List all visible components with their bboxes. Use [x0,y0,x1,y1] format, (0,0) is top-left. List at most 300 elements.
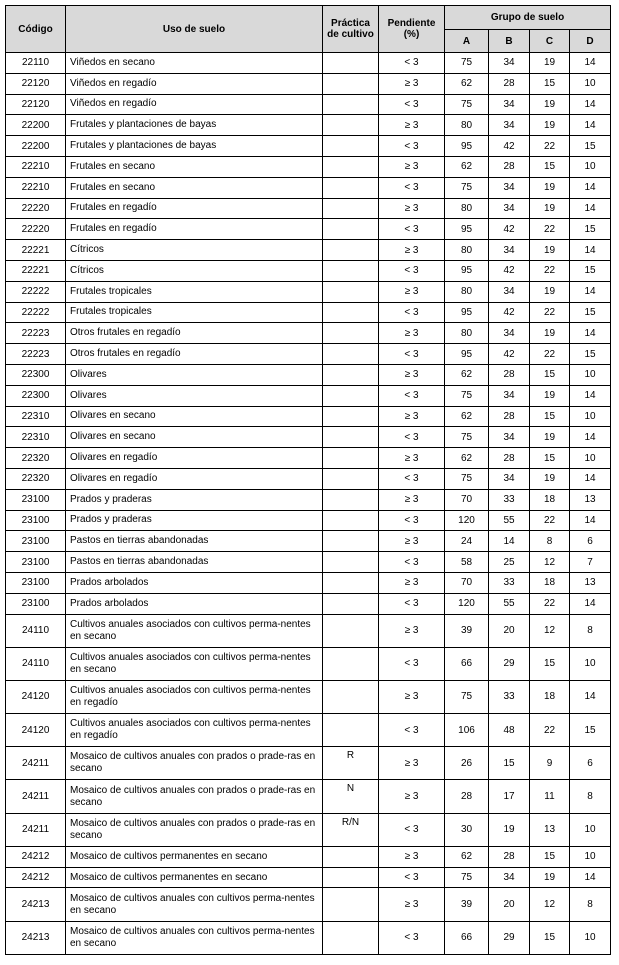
cell-pendiente: ≥ 3 [379,115,445,136]
cell-group-a: 95 [445,344,489,365]
table-row [6,302,611,323]
cell-practica [323,647,379,680]
cell-group-a: 28 [445,780,489,813]
cell-group-b: 20 [489,614,530,647]
cell-group-a: 120 [445,593,489,614]
cell-pendiente: ≥ 3 [379,198,445,219]
cell-uso: Prados y praderas [66,510,323,531]
cell-practica [323,364,379,385]
cell-pendiente: < 3 [379,813,445,846]
col-header-pendiente: Pendiente (%) [379,6,445,53]
cell-group-d: 14 [570,323,611,344]
cell-codigo: 22120 [6,94,66,115]
cell-pendiente: ≥ 3 [379,323,445,344]
cell-pendiente: < 3 [379,552,445,573]
cell-codigo: 22120 [6,73,66,94]
cell-group-a: 62 [445,156,489,177]
cell-group-d: 14 [570,115,611,136]
cell-practica: R/N [323,813,379,846]
cell-group-d: 10 [570,406,611,427]
col-header-uso: Uso de suelo [66,6,323,53]
cell-group-d: 14 [570,177,611,198]
cell-codigo: 24110 [6,614,66,647]
cell-group-d: 14 [570,680,611,713]
cell-uso: Prados arbolados [66,572,323,593]
cell-pendiente: ≥ 3 [379,406,445,427]
cell-group-a: 80 [445,240,489,261]
cell-group-c: 22 [530,593,570,614]
cell-group-d: 15 [570,219,611,240]
cell-group-d: 14 [570,510,611,531]
cell-group-c: 19 [530,867,570,888]
cell-codigo: 23100 [6,531,66,552]
cell-group-a: 75 [445,177,489,198]
cell-group-d: 15 [570,136,611,157]
cell-pendiente: < 3 [379,427,445,448]
cell-practica [323,448,379,469]
cell-group-d: 10 [570,73,611,94]
cell-group-d: 10 [570,364,611,385]
cell-group-d: 14 [570,281,611,302]
cell-group-a: 66 [445,921,489,954]
cell-codigo: 23100 [6,489,66,510]
table-row [6,813,611,846]
cell-codigo: 22222 [6,302,66,323]
cell-uso: Mosaico de cultivos anuales con prados o prade-ras en secano [66,780,323,813]
cell-group-b: 34 [489,427,530,448]
cell-uso: Frutales en secano [66,177,323,198]
cell-group-b: 42 [489,302,530,323]
table-row [6,260,611,281]
cell-group-a: 75 [445,468,489,489]
table-row [6,427,611,448]
cell-practica [323,240,379,261]
cell-pendiente: < 3 [379,385,445,406]
cell-group-c: 15 [530,846,570,867]
cell-group-a: 75 [445,680,489,713]
table-row [6,647,611,680]
col-header-grupo: Grupo de suelo [445,6,611,30]
cell-practica [323,714,379,747]
cell-group-a: 24 [445,531,489,552]
cell-practica [323,136,379,157]
cell-uso: Frutales en regadío [66,198,323,219]
cell-group-a: 70 [445,489,489,510]
cell-practica [323,115,379,136]
cell-group-c: 19 [530,281,570,302]
table-row [6,323,611,344]
cell-group-c: 15 [530,406,570,427]
table-row [6,780,611,813]
table-row [6,344,611,365]
cell-pendiente: < 3 [379,468,445,489]
cell-uso: Prados arbolados [66,593,323,614]
table-row [6,94,611,115]
cell-pendiente: ≥ 3 [379,780,445,813]
cell-group-d: 10 [570,156,611,177]
cell-codigo: 24212 [6,867,66,888]
cell-group-c: 18 [530,489,570,510]
cell-group-b: 33 [489,572,530,593]
cell-codigo: 24211 [6,747,66,780]
cell-uso: Olivares en regadío [66,448,323,469]
cell-codigo: 22300 [6,364,66,385]
cell-uso: Olivares en secano [66,427,323,448]
cell-codigo: 22222 [6,281,66,302]
cell-group-a: 75 [445,867,489,888]
cell-practica [323,385,379,406]
table-row [6,73,611,94]
cell-practica [323,302,379,323]
cell-uso: Frutales y plantaciones de bayas [66,136,323,157]
table-row [6,448,611,469]
cell-group-b: 34 [489,115,530,136]
cell-group-b: 42 [489,219,530,240]
cell-codigo: 24120 [6,714,66,747]
cell-group-d: 14 [570,53,611,74]
cell-group-d: 10 [570,448,611,469]
cell-pendiente: ≥ 3 [379,680,445,713]
cell-practica [323,867,379,888]
cell-group-a: 70 [445,572,489,593]
cell-group-c: 15 [530,647,570,680]
cell-uso: Frutales en regadío [66,219,323,240]
cell-group-b: 17 [489,780,530,813]
col-header-a: A [445,30,489,53]
cell-group-a: 26 [445,747,489,780]
cell-group-a: 95 [445,219,489,240]
cell-group-a: 39 [445,614,489,647]
cell-group-a: 80 [445,115,489,136]
cell-group-c: 11 [530,780,570,813]
cell-practica [323,531,379,552]
cell-uso: Viñedos en regadío [66,94,323,115]
cell-group-c: 22 [530,510,570,531]
cell-uso: Olivares en secano [66,406,323,427]
cell-pendiente: ≥ 3 [379,156,445,177]
cell-group-c: 19 [530,427,570,448]
cell-pendiente: ≥ 3 [379,747,445,780]
cell-pendiente: ≥ 3 [379,281,445,302]
cell-group-a: 75 [445,385,489,406]
cell-pendiente: < 3 [379,260,445,281]
cell-group-d: 15 [570,302,611,323]
cell-group-b: 14 [489,531,530,552]
cell-pendiente: < 3 [379,344,445,365]
cell-codigo: 22310 [6,427,66,448]
table-row [6,219,611,240]
cell-group-c: 19 [530,53,570,74]
cell-pendiente: < 3 [379,219,445,240]
cell-group-d: 14 [570,198,611,219]
header-row [6,6,611,30]
table-row [6,531,611,552]
cell-group-c: 18 [530,572,570,593]
cell-practica [323,53,379,74]
cell-pendiente: < 3 [379,647,445,680]
cell-pendiente: < 3 [379,177,445,198]
cell-group-b: 55 [489,510,530,531]
cell-group-a: 75 [445,427,489,448]
cell-uso: Cultivos anuales asociados con cultivos perma-nentes en secano [66,614,323,647]
cell-practica [323,510,379,531]
cell-practica [323,468,379,489]
cell-group-c: 22 [530,714,570,747]
cell-uso: Frutales en secano [66,156,323,177]
cell-group-c: 22 [530,136,570,157]
cell-group-a: 30 [445,813,489,846]
cell-uso: Prados y praderas [66,489,323,510]
table-row [6,888,611,921]
cell-group-d: 14 [570,240,611,261]
cell-group-c: 15 [530,156,570,177]
cell-uso: Cítricos [66,260,323,281]
col-header-d: D [570,30,611,53]
cell-group-d: 15 [570,344,611,365]
cell-practica [323,260,379,281]
cell-group-c: 12 [530,614,570,647]
cell-group-b: 15 [489,747,530,780]
soil-use-table [5,5,611,955]
cell-group-a: 106 [445,714,489,747]
cell-uso: Mosaico de cultivos permanentes en secano [66,867,323,888]
cell-group-c: 15 [530,364,570,385]
cell-pendiente: < 3 [379,867,445,888]
cell-group-c: 9 [530,747,570,780]
table-row [6,572,611,593]
cell-practica [323,73,379,94]
cell-pendiente: ≥ 3 [379,364,445,385]
cell-codigo: 22210 [6,156,66,177]
cell-practica [323,552,379,573]
cell-codigo: 22200 [6,136,66,157]
cell-group-b: 28 [489,406,530,427]
cell-group-c: 19 [530,177,570,198]
table-row [6,921,611,954]
cell-codigo: 22223 [6,344,66,365]
cell-group-a: 62 [445,73,489,94]
cell-group-d: 10 [570,647,611,680]
cell-group-d: 14 [570,468,611,489]
cell-pendiente: ≥ 3 [379,531,445,552]
table-row [6,115,611,136]
cell-uso: Cítricos [66,240,323,261]
cell-group-a: 120 [445,510,489,531]
cell-group-b: 34 [489,323,530,344]
cell-practica [323,888,379,921]
cell-group-b: 28 [489,156,530,177]
cell-practica [323,680,379,713]
table-row [6,156,611,177]
cell-pendiente: ≥ 3 [379,448,445,469]
cell-practica [323,406,379,427]
cell-group-c: 18 [530,680,570,713]
cell-pendiente: < 3 [379,94,445,115]
table-row [6,177,611,198]
cell-codigo: 24120 [6,680,66,713]
cell-group-b: 34 [489,385,530,406]
table-row [6,714,611,747]
cell-group-b: 34 [489,281,530,302]
cell-group-a: 66 [445,647,489,680]
cell-uso: Olivares [66,385,323,406]
cell-group-d: 7 [570,552,611,573]
table-row [6,468,611,489]
cell-pendiente: ≥ 3 [379,572,445,593]
cell-codigo: 23100 [6,593,66,614]
table-row [6,846,611,867]
table-row [6,385,611,406]
cell-group-b: 19 [489,813,530,846]
cell-group-c: 8 [530,531,570,552]
cell-group-b: 48 [489,714,530,747]
cell-practica [323,156,379,177]
cell-uso: Viñedos en regadío [66,73,323,94]
cell-group-d: 8 [570,888,611,921]
col-header-c: C [530,30,570,53]
cell-uso: Otros frutales en regadío [66,323,323,344]
cell-pendiente: < 3 [379,136,445,157]
table-row [6,552,611,573]
cell-group-a: 80 [445,323,489,344]
cell-practica [323,572,379,593]
cell-codigo: 22200 [6,115,66,136]
cell-uso: Frutales y plantaciones de bayas [66,115,323,136]
cell-practica [323,921,379,954]
table-row [6,53,611,74]
cell-group-a: 62 [445,406,489,427]
cell-practica [323,614,379,647]
cell-pendiente: < 3 [379,593,445,614]
cell-group-c: 22 [530,344,570,365]
cell-group-c: 22 [530,260,570,281]
cell-uso: Mosaico de cultivos anuales con prados o prade-ras en secano [66,813,323,846]
cell-codigo: 23100 [6,572,66,593]
cell-codigo: 23100 [6,552,66,573]
cell-practica [323,281,379,302]
cell-practica [323,427,379,448]
cell-codigo: 22223 [6,323,66,344]
cell-pendiente: < 3 [379,510,445,531]
cell-group-a: 95 [445,136,489,157]
cell-group-d: 14 [570,385,611,406]
cell-group-a: 58 [445,552,489,573]
cell-group-c: 19 [530,94,570,115]
cell-codigo: 22110 [6,53,66,74]
cell-pendiente: ≥ 3 [379,888,445,921]
cell-group-b: 29 [489,647,530,680]
cell-group-a: 62 [445,846,489,867]
cell-codigo: 24211 [6,780,66,813]
cell-group-b: 34 [489,177,530,198]
cell-codigo: 24213 [6,921,66,954]
table-row [6,510,611,531]
col-header-b: B [489,30,530,53]
cell-uso: Mosaico de cultivos anuales con prados o prade-ras en secano [66,747,323,780]
cell-uso: Mosaico de cultivos permanentes en secano [66,846,323,867]
cell-group-c: 12 [530,552,570,573]
cell-pendiente: ≥ 3 [379,73,445,94]
cell-practica: N [323,780,379,813]
cell-uso: Cultivos anuales asociados con cultivos perma-nentes en secano [66,647,323,680]
cell-uso: Mosaico de cultivos anuales con cultivos perma-nentes en secano [66,921,323,954]
cell-group-b: 29 [489,921,530,954]
cell-group-d: 6 [570,531,611,552]
cell-group-b: 55 [489,593,530,614]
table-body [6,53,611,955]
table-row [6,136,611,157]
cell-practica [323,489,379,510]
cell-group-c: 19 [530,323,570,344]
cell-group-b: 28 [489,364,530,385]
cell-uso: Viñedos en secano [66,53,323,74]
cell-practica: R [323,747,379,780]
cell-group-a: 80 [445,198,489,219]
cell-pendiente: < 3 [379,714,445,747]
cell-practica [323,344,379,365]
cell-group-d: 14 [570,593,611,614]
cell-group-c: 15 [530,921,570,954]
cell-uso: Frutales tropicales [66,302,323,323]
cell-group-c: 15 [530,448,570,469]
col-header-practica: Práctica de cultivo [323,6,379,53]
cell-codigo: 22221 [6,260,66,281]
cell-group-b: 34 [489,468,530,489]
cell-group-d: 10 [570,813,611,846]
cell-group-b: 33 [489,489,530,510]
cell-group-a: 80 [445,281,489,302]
cell-group-b: 25 [489,552,530,573]
cell-group-a: 95 [445,302,489,323]
cell-pendiente: ≥ 3 [379,240,445,261]
cell-codigo: 22320 [6,448,66,469]
col-header-codigo: Código [6,6,66,53]
cell-group-b: 34 [489,198,530,219]
cell-group-d: 10 [570,846,611,867]
cell-codigo: 22210 [6,177,66,198]
cell-uso: Otros frutales en regadío [66,344,323,365]
table-row [6,198,611,219]
cell-practica [323,593,379,614]
cell-group-a: 75 [445,94,489,115]
cell-group-b: 28 [489,73,530,94]
cell-group-d: 6 [570,747,611,780]
table-row [6,593,611,614]
cell-group-d: 10 [570,921,611,954]
cell-practica [323,219,379,240]
cell-codigo: 23100 [6,510,66,531]
cell-group-d: 14 [570,94,611,115]
cell-group-d: 14 [570,867,611,888]
cell-group-a: 39 [445,888,489,921]
cell-codigo: 22221 [6,240,66,261]
cell-group-d: 15 [570,714,611,747]
cell-group-a: 75 [445,53,489,74]
cell-codigo: 22220 [6,219,66,240]
cell-practica [323,177,379,198]
cell-uso: Frutales tropicales [66,281,323,302]
cell-group-b: 28 [489,846,530,867]
cell-group-d: 13 [570,572,611,593]
cell-pendiente: < 3 [379,302,445,323]
cell-practica [323,94,379,115]
table-row [6,867,611,888]
table-row [6,364,611,385]
cell-uso: Mosaico de cultivos anuales con cultivos perma-nentes en secano [66,888,323,921]
cell-group-a: 95 [445,260,489,281]
table-row [6,406,611,427]
cell-codigo: 24213 [6,888,66,921]
